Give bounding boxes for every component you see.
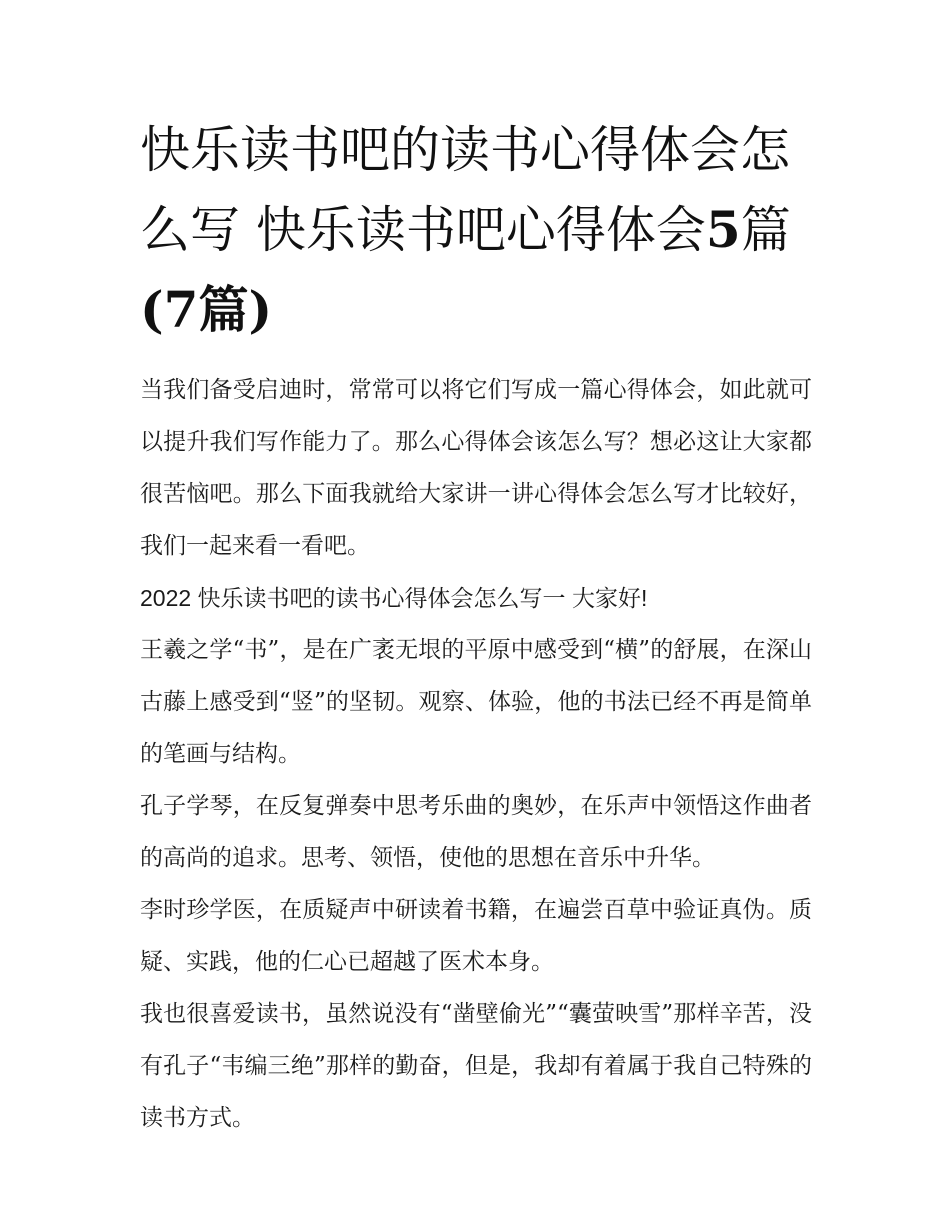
title-line-1: 快乐读书吧的读书心得体会怎: [140, 121, 790, 179]
intro-paragraph: 当我们备受启迪时，常常可以将它们写成一篇心得体会，如此就可以提升我们写作能力了。那么心得体会该怎么写？想必这让大家都很苦恼吧。那么下面我就给大家讲一讲心得体会怎么写才比较好，我们一起来看一看吧。: [140, 377, 812, 559]
title-count-number: 5: [705, 200, 741, 259]
paragraph-confucius: 孔子学琴，在反复弹奏中思考乐曲的奥妙，在乐声中领悟这作曲者的高尚的追求。思考、领悟，使他的思想在音乐中升华。: [140, 793, 812, 871]
title-paren-suffix: 篇): [198, 280, 273, 339]
title-line-2-text: 么写 快乐读书吧心得体会: [140, 201, 706, 259]
document-title: [140, 110, 812, 350]
document-page: [140, 110, 812, 1144]
title-line-2-suffix: 篇: [740, 201, 791, 259]
essay-heading-line: 2022 快乐读书吧的读书心得体会怎么写一 大家好!: [140, 585, 648, 611]
paragraph-li-shizhen: 李时珍学医，在质疑声中研读着书籍，在遍尝百草中验证真伪。质疑、实践，他的仁心已超越了医术本身。: [140, 897, 812, 975]
paragraph-wang-xizhi: 王羲之学“书”，是在广袤无垠的平原中感受到“横”的舒展，在深山古藤上感受到“竖”的坚韧。观察、体验，他的书法已经不再是简单的笔画与结构。: [140, 637, 812, 767]
title-paren-number: (7: [140, 280, 199, 339]
paragraph-my-reading: 我也很喜爱读书，虽然说没有“凿壁偷光”“囊萤映雪”那样辛苦，没有孔子“韦编三绝”那样的勤奋，但是，我却有着属于我自己特殊的读书方式。: [140, 1001, 812, 1131]
